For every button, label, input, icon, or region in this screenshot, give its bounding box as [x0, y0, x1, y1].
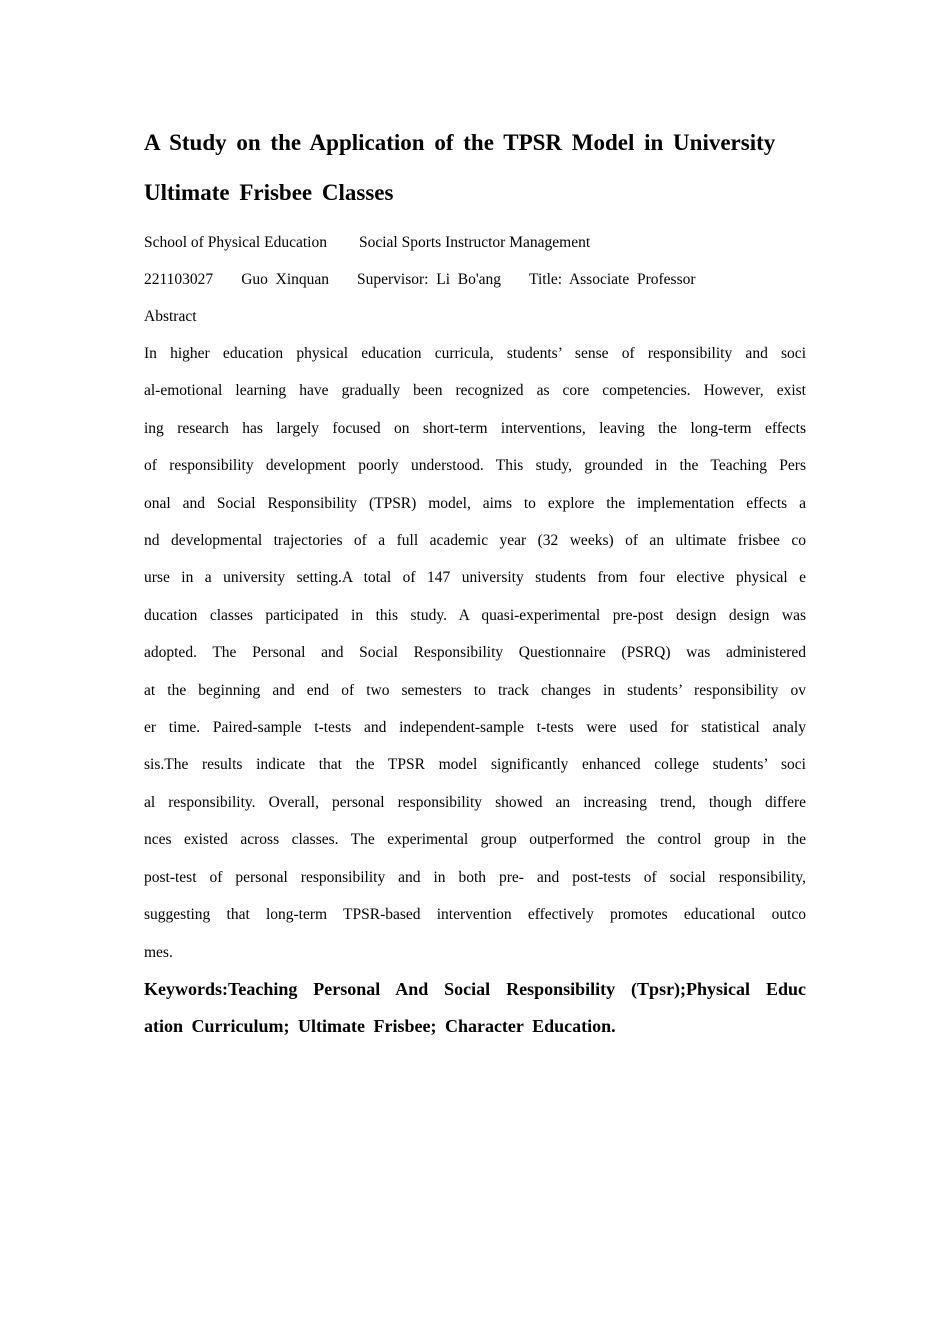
abstract-line: sis.The results indicate that the TPSR model significantly enhanced college students’ soci	[144, 756, 806, 774]
keywords-line-2: ation Curriculum; Ultimate Frisbee; Character Education.	[144, 1016, 616, 1037]
keywords	[144, 971, 806, 1046]
paper-title	[144, 118, 806, 218]
paper-page	[144, 118, 806, 1046]
abstract-line: ing research has largely focused on short-term interventions, leaving the long-term effects	[144, 419, 806, 437]
abstract-line: suggesting that long-term TPSR-based intervention effectively promotes educational outco	[144, 906, 806, 924]
abstract-line: urse in a university setting.A total of 147 university students from four elective physical e	[144, 569, 806, 587]
abstract-line: In higher education physical education curricula, students’ sense of responsibility and soci	[144, 345, 806, 362]
abstract-line: mes.	[144, 943, 173, 961]
abstract-line: adopted. The Personal and Social Responsibility Questionnaire (PSRQ) was administered	[144, 644, 806, 662]
abstract-line: al-emotional learning have gradually been recognized as core competencies. However, exist	[144, 382, 806, 400]
keywords-line-1: Keywords:Teaching Personal And Social Responsibility (Tpsr);Physical Educ	[144, 978, 806, 999]
author-name: Guo Xinquan	[241, 271, 330, 288]
abstract-body	[144, 335, 806, 971]
abstract-line: nd developmental trajectories of a full academic year (32 weeks) of an ultimate frisbee co	[144, 532, 806, 550]
affiliation-line	[144, 224, 806, 261]
supervisor: Supervisor: Li Bo'ang	[357, 271, 502, 288]
student-id: 221103027	[144, 271, 214, 288]
abstract-line: al responsibility. Overall, personal responsibility showed an increasing trend, though differe	[144, 793, 806, 811]
school-name: School of Physical Education	[144, 234, 327, 251]
supervisor-title: Title: Associate Professor	[529, 271, 696, 288]
abstract-line: of responsibility development poorly understood. This study, grounded in the Teaching Pers	[144, 457, 806, 475]
abstract-line: post-test of personal responsibility and in both pre- and post-tests of social responsibility,	[144, 868, 806, 886]
abstract-line: ducation classes participated in this study. A quasi-experimental pre-post design design was	[144, 606, 806, 624]
abstract-line: onal and Social Responsibility (TPSR) model, aims to explore the implementation effects a	[144, 494, 806, 512]
title-line-2: Ultimate Frisbee Classes	[144, 180, 394, 205]
author-line	[144, 261, 806, 298]
major-name: Social Sports Instructor Management	[358, 234, 591, 251]
abstract-line: at the beginning and end of two semesters to track changes in students’ responsibility ov	[144, 681, 806, 699]
abstract-line: er time. Paired-sample t-tests and independent-sample t-tests were used for statistical analy	[144, 719, 806, 737]
abstract-line: nces existed across classes. The experimental group outperformed the control group in the	[144, 831, 806, 849]
title-line-1: A Study on the Application of the TPSR Model in University	[144, 130, 776, 155]
abstract-heading: Abstract	[144, 308, 197, 325]
